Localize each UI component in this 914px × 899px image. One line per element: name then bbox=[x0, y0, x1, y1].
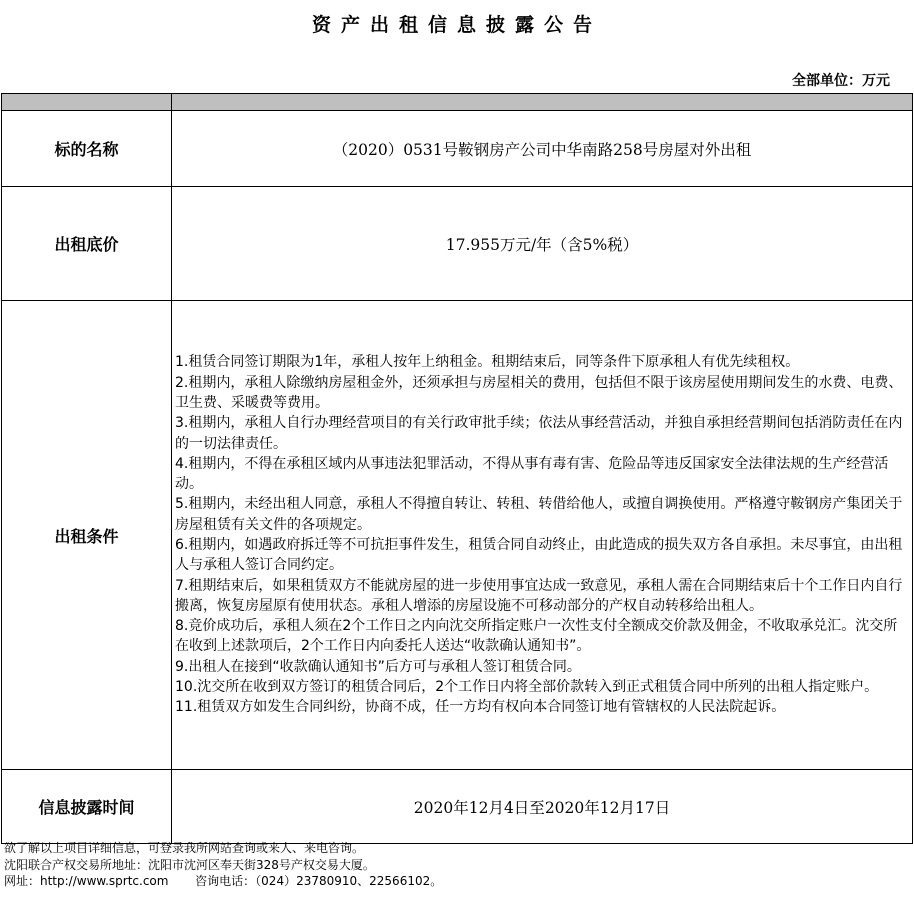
unit-note: 全部单位：万元 bbox=[792, 73, 890, 89]
table-row-name bbox=[2, 111, 913, 187]
name-value: （2020）0531号鞍钢房产公司中华南路258号房屋对外出租 bbox=[172, 111, 913, 187]
header-cell-right bbox=[172, 94, 913, 111]
footer-inquiry-line: 欲了解以上项目详细信息，可登录我所网站查询或来人、来电咨询。 bbox=[4, 841, 365, 855]
footer-address-line: 沈阳联合产权交易所地址：沈阳市沈河区奉天街328号产权交易大厦。 bbox=[4, 857, 375, 872]
table-row-price bbox=[2, 187, 913, 301]
table-header-row bbox=[2, 94, 913, 111]
price-value: 17.955万元/年（含5%税） bbox=[172, 187, 913, 301]
time-label: 信息披露时间 bbox=[2, 770, 172, 844]
conditions-label: 出租条件 bbox=[2, 301, 172, 770]
page-title: 资产出租信息披露公告 bbox=[311, 14, 602, 36]
condition-item: 1.租赁合同签订期限为1年，承租人按年上纳租金。租期结束后，同等条件下原承租人有优先续租权。 bbox=[175, 354, 800, 371]
condition-item: 4.租期内，不得在承租区域内从事违法犯罪活动，不得从事有毒有害、危险品等违反国家安全法律法规的生产经营活动。 bbox=[175, 455, 889, 493]
condition-item: 8.竞价成功后，承租人须在2个工作日之内向沈交所指定账户一次性支付全额成交价款及佣金，不收取承兑汇。沈交所在收到上述款项后，2个工作日内向委托人送达“收款确认通知书”。 bbox=[175, 618, 898, 655]
condition-item: 2.租期内，承租人除缴纳房屋租金外，还须承担与房屋相关的费用，包括但不限于该房屋使用期间发生的水费、电费、卫生费、采暖费等费用。 bbox=[175, 374, 903, 411]
condition-item: 10.沈交所在收到双方签订的租赁合同后，2个工作日内将全部价款转入到正式租赁合同中所列的出租人指定账户。 bbox=[175, 679, 879, 696]
time-value: 2020年12月4日至2020年12月17日 bbox=[172, 770, 913, 844]
footer-contact-line: 网址：http://www.sprtc.com 咨询电话：（024）23780910、22566102。 bbox=[4, 874, 443, 888]
condition-item: 7.租期结束后，如果租赁双方不能就房屋的进一步使用事宜达成一致意见，承租人需在合同期结束后十个工作日内自行搬离，恢复房屋原有使用状态。承租人增添的房屋设施不可移动部分的产权自动转移给出租人。 bbox=[175, 577, 903, 614]
price-label: 出租底价 bbox=[2, 187, 172, 301]
info-table bbox=[1, 93, 913, 844]
condition-item: 6.租期内，如遇政府拆迁等不可抗拒事件发生，租赁合同自动终止，由此造成的损失双方各自承担。未尽事宜，由出租人与承租人签订合同约定。 bbox=[175, 537, 903, 574]
conditions-list bbox=[172, 301, 913, 770]
header-cell-left bbox=[2, 94, 172, 111]
condition-item: 11.租赁双方如发生合同纠纷，协商不成，任一方均有权向本合同签订地有管辖权的人民法院起诉。 bbox=[175, 699, 786, 716]
footer bbox=[4, 840, 442, 890]
condition-item: 5.租期内，未经出租人同意，承租人不得擅自转让、转租、转借给他人，或擅自调换使用。严格遵守鞍钢房产集团关于房屋租赁有关文件的各项规定。 bbox=[175, 496, 903, 533]
condition-item: 3.租期内，承租人自行办理经营项目的有关行政审批手续；依法从事经营活动，并独自承担经营期间包括消防责任在内的一切法律责任。 bbox=[175, 415, 903, 452]
name-label: 标的名称 bbox=[2, 111, 172, 187]
condition-item: 9.出租人在接到“收款确认通知书”后方可与承租人签订租赁合同。 bbox=[175, 658, 581, 675]
table-row-time bbox=[2, 770, 913, 844]
table-row-conditions bbox=[2, 301, 913, 770]
